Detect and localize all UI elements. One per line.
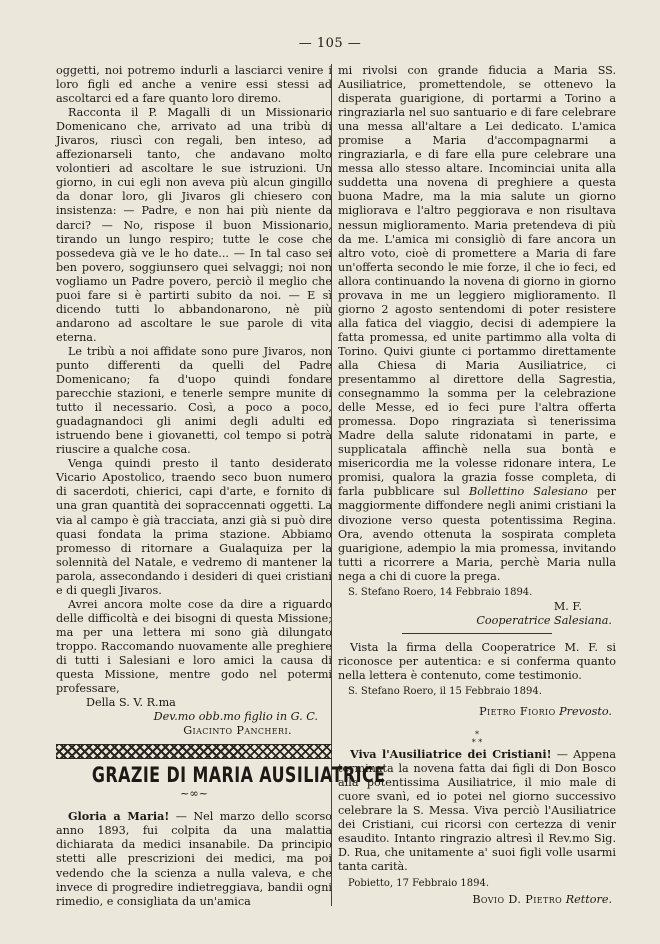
section-title: GRAZIE DI MARIA AUSILIATRICE (91, 763, 386, 789)
short-rule (402, 633, 552, 634)
right-column (338, 64, 616, 907)
signer-initials: M. F. (553, 599, 582, 613)
gloria-heading: Gloria a Maria! (68, 809, 170, 824)
paragraph: Venga quindi presto il tanto desiderato Vicario Apostolico, traendo seco buon numero di sacerdoti, chierici, capi d'arte, e fornito di una gran quantità dei sopraccennati oggetti. La via al campo è già tracciata, anzi già si può dire quasi fondata la prima stazione. Abbiamo promesso di ritornare a Gualaquiza per la solennità del Natale, e vedremo di mantener la parola, assecondando i desideri di quei cristiani e di quegli Jivaros. (56, 457, 332, 597)
signer-line (338, 893, 612, 907)
paragraph: Le tribù a noi affidate sono pure Jivaros, non punto differenti da quelli del Padre Domenicano; fa d'uopo quindi fondare parecchie stazioni, e tenerle sempre munite di tutto il necessario. Così, a poco a poco, guadagnandoci gli animi degli adulti ed istruendo bene i giovanetti, col tempo si potrà riuscire a qualche cosa. (56, 344, 332, 457)
signer-name: Pietro Fiorio (479, 705, 556, 719)
author-name: Giacinto Pancheri. (183, 724, 292, 738)
ornamental-band (56, 744, 332, 759)
closing-line: Della S. V. R.ma (86, 696, 176, 710)
place-date: Pobietto, 17 Febbraio 1894. (348, 877, 490, 889)
gloria-paragraph (56, 809, 332, 908)
signer-name: Bovio D. Pietro (472, 892, 563, 906)
testimony-paragraph (338, 64, 616, 584)
viva-text: — Appena terminata la novena fatta dai figli di Don Bosco alla potentissima Ausiliatrice, il mio male di cuore svanì, ed io potei nel giorno successivo celebrare la S. Messa. Viva perciò l'Ausiliatrice dei Cristiani, cui ricorsi con certezza di venir esaudito. Intanto ringrazio altresì il Rev.mo Sig. D. Rua, che unitamente a' suoi figli volle usarmi tanta carità. (338, 748, 616, 874)
asterism-top: * (475, 730, 479, 740)
testimony-text-end: per maggiormente diffondere negli animi cristiani la divozione verso questa potentissima Regina. Ora, avendo ottenuta la sospirata completa guarigione, adempio la mia promessa, invitando tutti a ricorrere a Maria, perchè Maria nulla nega a chi di cuore la prega. (338, 485, 617, 583)
place-date: S. Stefano Roero, il 15 Febbraio 1894. (348, 686, 542, 698)
gloria-text: — Nel marzo dello scorso anno 1893, fui colpita da una malattia dichiarata da medici insanabile. Da principio stetti alle prescrizioni dei medici, ma poi vedendo che la scienza a nulla valeva, e che invece di progredire indietreggiava, bandii ogni rimedio, e consigliata da un'amica (56, 810, 332, 908)
paragraph: Avrei ancora molte cose da dire a riguardo delle difficoltà e dei bisogni di questa Missione; ma per una lettera mi sono già dilungato troppo. Raccomando nuovamente alle preghiere di tutti i Salesiani e loro amici la causa di questa Missione, mentre godo nel potermi professare, (56, 597, 332, 696)
signer-title: Prevosto. (559, 705, 612, 719)
closing-signature: Dev.mo obb.mo figlio in G. C. (153, 710, 318, 724)
ornament-squiggle: ~∞~ (179, 787, 209, 801)
place-date: S. Stefano Roero, 14 Febbraio 1894. (348, 586, 533, 598)
viva-heading: Viva l'Ausiliatrice dei Cristiani! (350, 747, 552, 762)
signer-line (338, 705, 612, 719)
bollettino-title: Bollettino Salesiano (468, 485, 588, 499)
viva-paragraph (338, 747, 616, 874)
page-number: — 105 — (298, 36, 362, 51)
asterism-bottom: * * (471, 738, 483, 748)
signer-role: Cooperatrice Salesiana. (476, 613, 612, 627)
authentication-paragraph: Vista la firma della Cooperatrice M. F. si riconosce per autentica: e si conferma quanto nella lettera è contenuto, come testimonio. (338, 640, 616, 682)
signer-title: Rettore. (565, 892, 612, 906)
asterism (338, 731, 616, 747)
testimony-text: mi rivolsi con grande fiducia a Maria SS. Ausiliatrice, promettendole, se ottenevo la disperata guarigione, di portarmi a Torino a ringraziarla nel suo santuario e di fare celebrare una messa all'altare a Lei dedicato. L'amica promise a Maria d'accompagnarmi a ringraziarla, e di fare ella pure celebrare una messa allo stesso altare. Incominciai unita alla suddetta una novena di preghiere a questa buona Madre, ma la mia salute un giorno migliorava e l'altro peggiorava e non risultava nessun miglioramento. Maria pretendeva di più da me. L'amica mi consigliò di fare ancora un altro voto, cioè di promettere a Maria di fare un'offerta secondo le mie forze, il che io feci, ed allora continuando la novena di giorno in giorno provava in me un leggiero miglioramento. Il giorno 2 agosto sentendomi di poter resistere alla fatica del viaggio, decisi di adempiere la fatta promessa, ed unite partimmo alla volta di Torino. Quivi giunte ci portammo direttamente alla Chiesa di Maria Ausiliatrice, ci presentammo al direttore della Sagrestia, consegnammo la somma per la celebrazione delle Messe, ed io feci pure l'altra offerta promessa. Dopo ringraziata sì tenerissima Madre della salute ridonatami in parte, e supplicatala affinchè nella sua bontà e misericordia me la volesse ridonare intera, Le promisi, qualora la grazia fosse completa, di farla pubblicare sul (338, 64, 616, 499)
paragraph: Racconta il P. Magalli di un Missionario Domenicano che, arrivato ad una tribù di Jivaros, riuscì con regali, ben inteso, ad affezionarseli tanto, che andavano molto volontieri ad ascoltare le sue istruzioni. Un giorno, in cui egli non aveva più alcun gingillo da donar loro, gli Jivaros gli chiesero con insistenza: — Padre, e non hai più niente da darci? — No, rispose il buon Missionario, tirando un lungo respiro; tutte le cose che possedeva già ve le ho date... — In tal caso sei ben povero, soggiunsero quei selvaggi; noi non vogliamo un Padre povero, perciò il meglio che puoi fare si è partirti subito da noi. — E sì dicendo tutti lo abbandonarono, nè più andarono ad ascoltare le sue parole di vita eterna. (56, 106, 332, 344)
left-column (56, 64, 386, 909)
paragraph: oggetti, noi potremo indurli a lasciarci venire i loro figli ed anche a venire essi stessi ad ascoltarci ed a fare quanto loro diremo. (56, 64, 332, 106)
